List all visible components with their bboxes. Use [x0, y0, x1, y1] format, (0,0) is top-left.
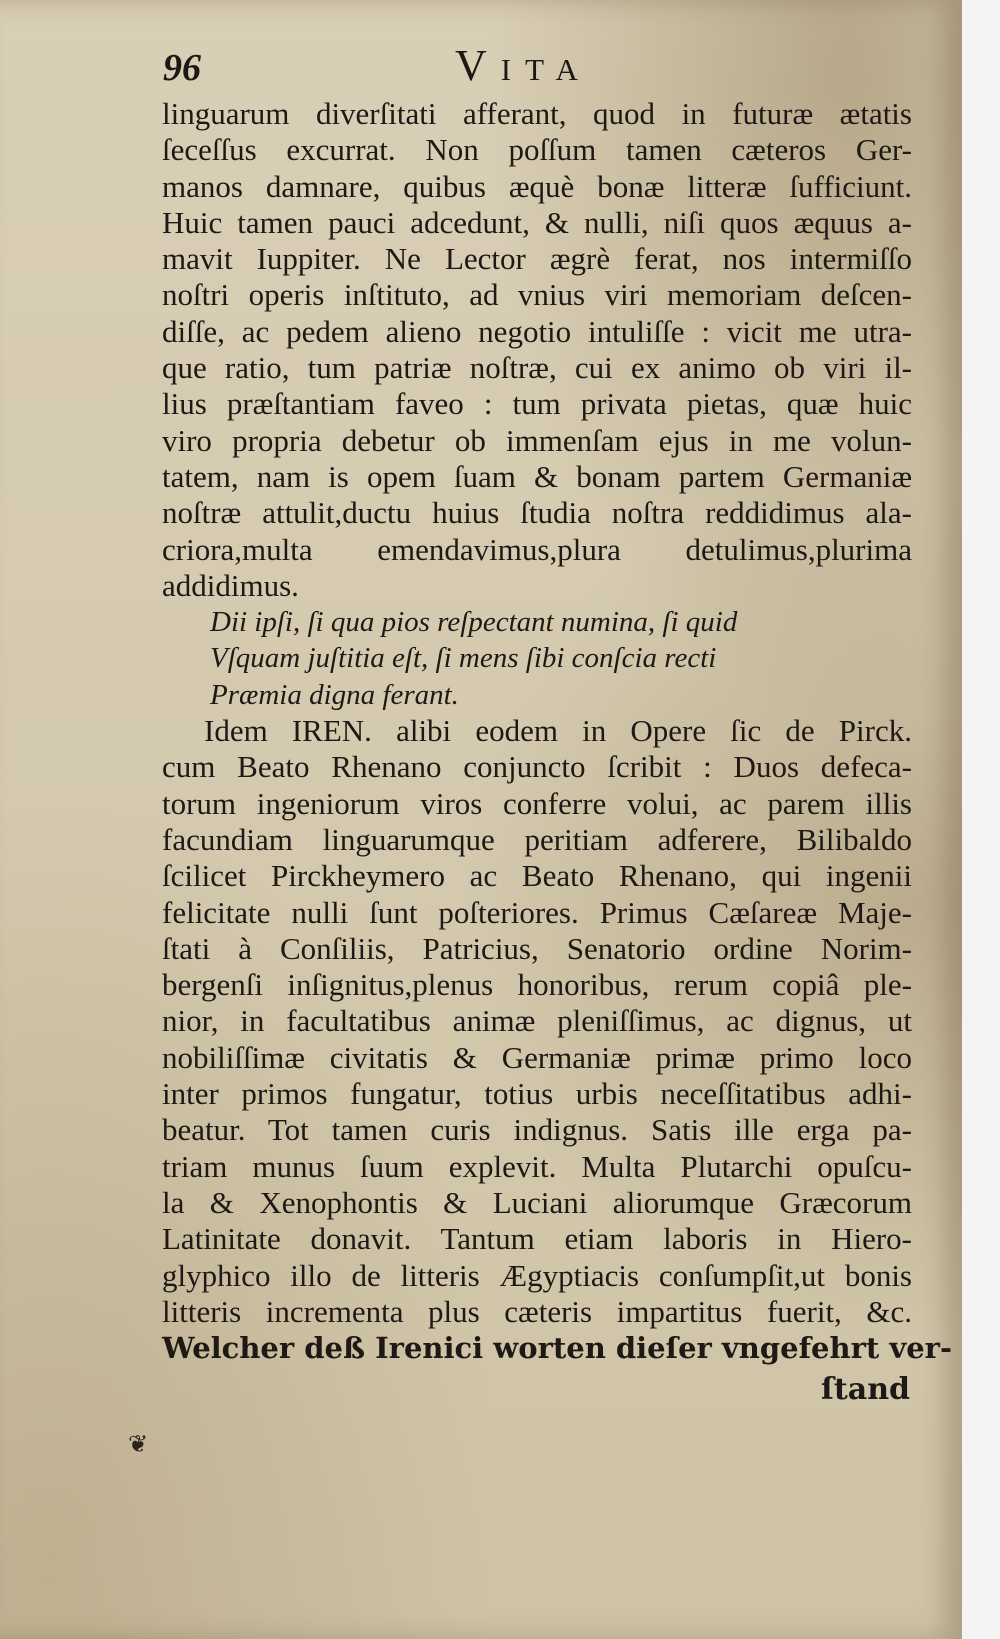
text-line: glyphico illo de litteris Ægyptiacis conſumpſit,ut bonis: [162, 1257, 912, 1293]
page-header: [163, 40, 923, 92]
scan-margin: [962, 0, 1000, 1639]
verse-quotation: [162, 604, 912, 713]
verse-line: Dii ipſi, ſi qua pios reſpectant numina, ſi quid: [210, 606, 738, 639]
text-line: la & Xenophontis & Luciani aliorumque Græcorum: [162, 1184, 912, 1220]
printer-ornament-icon: ❦: [128, 1430, 149, 1458]
text-line: felicitate nulli ſunt poſteriores. Primus Cæſareæ Maje-: [162, 894, 912, 930]
text-line: nior, in facultatibus animæ pleniſſimus, ac dignus, ut: [162, 1003, 912, 1039]
text-line: manos damnare, quibus æquè bonæ litteræ ſufficiunt.: [162, 168, 912, 204]
text-line: Huic tamen pauci adcedunt, & nulli, niſi quos æquus a-: [162, 204, 912, 240]
text-line: linguarum diverſitati afferant, quod in futuræ ætatis: [162, 96, 912, 131]
verse-line: Vſquam juſtitia eſt, ſi mens ſibi conſcia recti: [210, 642, 717, 675]
text-line: Idem IREN. alibi eodem in Opere ſic de Pirck.: [204, 713, 912, 749]
blackletter-line: Welcher deß Irenici worten dieſer vngefehrt ver-: [162, 1331, 952, 1366]
text-line: lius præſtantiam faveo : tum privata pietas, quæ huic: [162, 386, 912, 422]
text-line: litteris incrementa plus cæteris impartitus fuerit, &c.: [162, 1293, 912, 1329]
text-line: noſtri operis inſtituto, ad vnius viri memoriam deſcen-: [162, 277, 912, 313]
page-number: 96: [163, 47, 201, 89]
text-line: viro propria debetur ob immenſam ejus in me volun-: [162, 422, 912, 458]
text-line: facundiam linguarumque peritiam adferere, Bilibaldo: [162, 821, 912, 857]
catchword: ſtand: [821, 1372, 910, 1407]
text-line: addidimus.: [162, 567, 299, 603]
text-line: beatur. Tot tamen curis indignus. Satis ille erga pa-: [162, 1112, 912, 1148]
text-line: noſtræ attulit,ductu huius ſtudia noſtra reddidimus ala-: [162, 495, 912, 531]
text-line: ſcilicet Pirckheymero ac Beato Rhenano, qui ingenii: [162, 858, 912, 894]
text-line: tatem, nam is opem ſuam & bonam partem Germaniæ: [162, 458, 912, 494]
text-line: cum Beato Rhenano conjuncto ſcribit : Duos defeca-: [162, 749, 912, 785]
text-line: nobiliſſimæ civitatis & Germaniæ primæ primo loco: [162, 1039, 912, 1075]
text-line: triam munus ſuum explevit. Multa Plutarchi opuſcu-: [162, 1148, 912, 1184]
text-line: ſeceſſus excurrat. Non poſſum tamen cæteros Ger-: [162, 132, 912, 168]
text-line: mavit Iuppiter. Ne Lector ægrè ferat, nos intermiſſo: [162, 241, 912, 277]
body-text: [162, 96, 952, 1366]
verse-line: Præmia digna ferant.: [210, 678, 459, 711]
text-line: torum ingeniorum viros conferre volui, ac parem illis: [162, 785, 912, 821]
running-title: Vita: [455, 41, 592, 90]
text-line: inter primos fungatur, totius urbis neceſſitatibus adhi-: [162, 1076, 912, 1112]
text-line: Latinitate donavit. Tantum etiam laboris in Hiero-: [162, 1221, 912, 1257]
text-line: que ratio, tum patriæ noſtræ, cui ex animo ob viri il-: [162, 350, 912, 386]
text-line: ſtati à Conſiliis, Patricius, Senatorio ordine Norim-: [162, 930, 912, 966]
text-line: diſſe, ac pedem alieno negotio intuliſſe : vicit me utra-: [162, 313, 912, 349]
text-line: bergenſi inſignitus,plenus honoribus, rerum copiâ ple-: [162, 967, 912, 1003]
text-line: criora,multa emendavimus,plura detulimus,plurima: [162, 531, 912, 567]
